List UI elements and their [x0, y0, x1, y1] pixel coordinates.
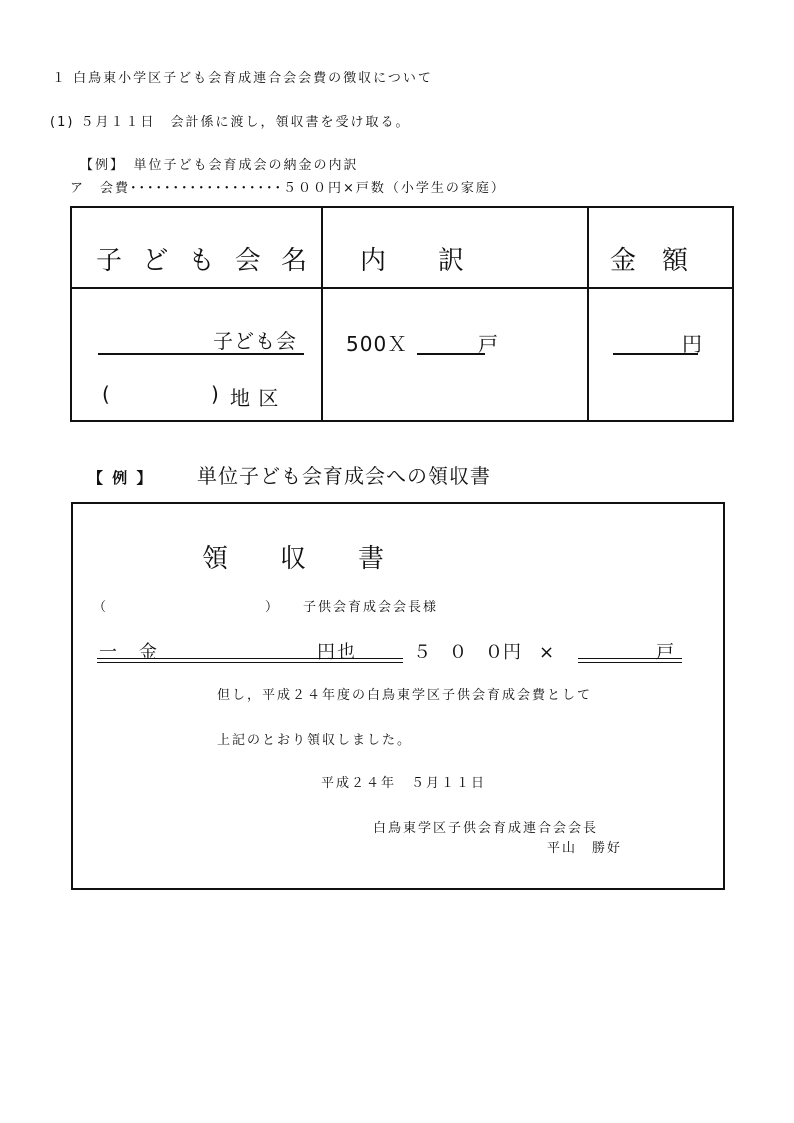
header-amount: 金 額 [610, 246, 689, 276]
addressee-close-paren: ） [265, 600, 279, 615]
receipt-note-1: 但し，平成２４年度の白鳥東学区子供会育成会費として [217, 688, 593, 703]
header-breakdown: 内 訳 [360, 246, 465, 276]
amount-suffix: 円也 [317, 642, 357, 663]
table-divider [72, 287, 732, 289]
district-close-paren: ) [211, 382, 220, 406]
receipt [71, 502, 725, 890]
breakdown-prefix: 500Ｘ [346, 332, 409, 356]
addressee-suffix: 子供会育成会会長様 [303, 600, 439, 615]
subsection-heading: (1) ５月１１日 会計係に渡し，領収書を受け取る。 [50, 115, 411, 130]
household-count-blank[interactable] [417, 353, 485, 355]
household-unit: 戸 [478, 332, 499, 356]
calc-unit: 戸 [656, 642, 674, 663]
issuer-organization: 白鳥東学区子供会育成連合会会長 [373, 821, 599, 836]
example-label: 【例】 単位子ども会育成会の納金の内訳 [80, 158, 359, 173]
amount-prefix: 一 金 [99, 642, 159, 663]
district-label: 地 区 [230, 386, 280, 410]
addressee-open-paren: （ [93, 600, 107, 615]
table-divider [587, 208, 589, 420]
example2-bracket: 【 例 】 [88, 469, 154, 487]
header-kodomokai-name: 子 ど も 会 名 [96, 246, 314, 276]
household-double-underline[interactable] [578, 658, 682, 663]
example2-title: 単位子ども会育成会への領収書 [197, 464, 491, 488]
section-heading: １ 白鳥東小学区子ども会育成連合会会費の徴収について [52, 71, 433, 86]
district-open-paren: ( [102, 382, 111, 406]
calc-prefix: ５ ０ ０円 × [413, 642, 555, 663]
receipt-title: 領 収 書 [202, 544, 385, 574]
amount-double-underline[interactable] [97, 658, 403, 663]
kodomokai-suffix: 子ども会 [213, 329, 297, 353]
receipt-date: 平成２４年 ５月１１日 [321, 776, 487, 791]
breakdown-table [70, 206, 734, 422]
issuer-name: 平山 勝好 [547, 841, 623, 856]
receipt-note-2: 上記のとおり領収しました。 [217, 733, 413, 748]
yen-unit: 円 [682, 332, 703, 356]
fee-line: ア 会費･･････････････････５００円×戸数（小学生の家庭） [70, 181, 506, 196]
table-divider [321, 208, 323, 420]
kodomokai-name-blank[interactable] [98, 353, 304, 355]
